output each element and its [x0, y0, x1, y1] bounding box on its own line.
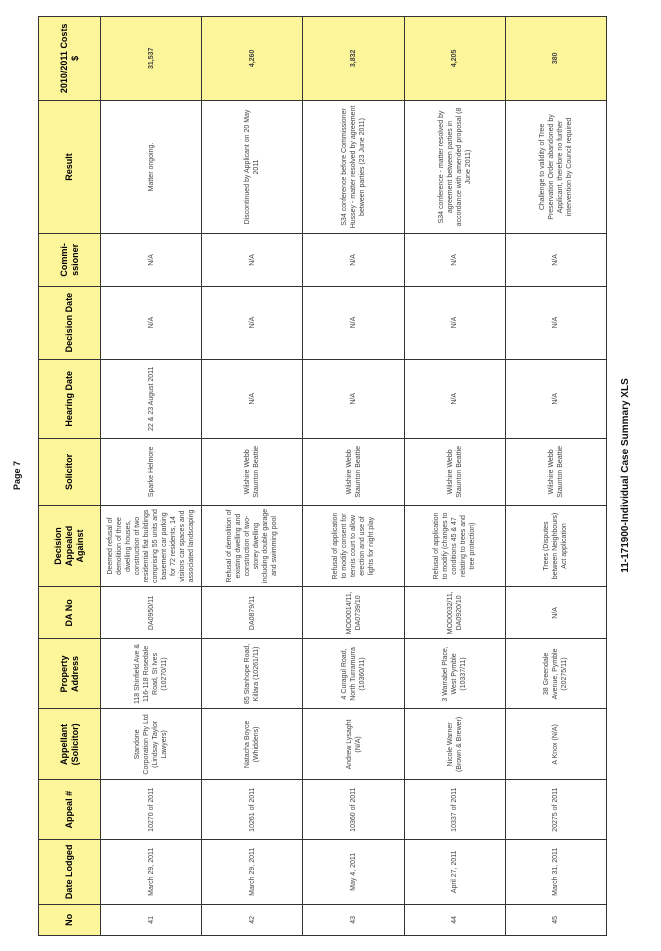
cell-property: 38 Greendale Avenue, Pymble (20275/11): [505, 639, 606, 709]
header-date-lodged: Date Lodged: [39, 839, 101, 904]
case-summary-table: [38, 16, 607, 936]
cell-result: Challenge to validity of Tree Preservation Order abandoned by Applicant, therefore no further intervention by Council required: [505, 100, 606, 234]
cell-decision-appealed: Refusal of demolition of existing dwelling and construction of two-storey dwelling including double garage and swimming pool: [202, 505, 303, 586]
cell-da-no: DA0879/11: [202, 587, 303, 639]
cell-appeal-no: 10337 of 2011: [404, 780, 505, 840]
cell-decision-date: N/A: [303, 286, 404, 359]
cell-result: Discontinued by Applicant on 20 May 2011: [202, 100, 303, 234]
cell-appellant: Nicole Warner (Brown & Brewer): [404, 709, 505, 780]
cell-property: 85 Stanhope Road, Killara (10261/11): [202, 639, 303, 709]
cell-appellant: Andrew Lysaght (N/A): [303, 709, 404, 780]
page-number: Page 7: [12, 460, 22, 491]
cell-hearing-date: N/A: [404, 359, 505, 438]
cell-solicitor: Wilshire Webb Staunton Beattie: [202, 438, 303, 505]
cell-no: 44: [404, 904, 505, 935]
header-solicitor: Solicitor: [39, 438, 101, 505]
table-row: [101, 17, 202, 936]
cell-solicitor: Sparke Helmore: [101, 438, 202, 505]
cell-costs: 380: [505, 17, 606, 101]
cell-costs: 3,832: [303, 17, 404, 101]
cell-result: S34 conference before Commissioner Hussey - matter resolved by agreement between parties (23 June 2011): [303, 100, 404, 234]
header-result: Result: [39, 100, 101, 234]
cell-solicitor: Wilshire Webb Staunton Beattie: [505, 438, 606, 505]
cell-appellant: Natacha Boyce (Whiddens): [202, 709, 303, 780]
cell-da-no: N/A: [505, 587, 606, 639]
table-row: [404, 17, 505, 936]
cell-date-lodged: May 4, 2011: [303, 839, 404, 904]
cell-date-lodged: March 29, 2011: [101, 839, 202, 904]
cell-property: 118 Shinfield Ave & 116-118 Rosedale Road, St Ives (10270/11): [101, 639, 202, 709]
cell-date-lodged: March 29, 2011: [202, 839, 303, 904]
cell-decision-appealed: Refusal of application to modify consent for tennis court to allow erection and use of lights for night play: [303, 505, 404, 586]
cell-property: 3 Warrabel Place, West Pymble (10337/11): [404, 639, 505, 709]
cell-no: 42: [202, 904, 303, 935]
cell-result: S34 conference - matter resolved by agreement between parties in accordance with amended proposal (8 June 2011): [404, 100, 505, 234]
cell-appeal-no: 20275 of 2011: [505, 780, 606, 840]
header-appeal-no: Appeal #: [39, 780, 101, 840]
table-row: [303, 17, 404, 936]
cell-decision-date: N/A: [202, 286, 303, 359]
cell-commissioner: N/A: [101, 234, 202, 286]
header-costs: 2010/2011 Costs $: [39, 17, 101, 101]
table-header-row: [39, 17, 101, 936]
cell-commissioner: N/A: [303, 234, 404, 286]
cell-solicitor: Wilshire Webb Staunton Beattie: [404, 438, 505, 505]
cell-result: Matter ongoing.: [101, 100, 202, 234]
cell-commissioner: N/A: [404, 234, 505, 286]
cell-da-no: MOD0032/11, DA0920/10: [404, 587, 505, 639]
cell-da-no: MOD0014/11, DA0739/10: [303, 587, 404, 639]
table-row: [505, 17, 606, 936]
cell-decision-date: N/A: [101, 286, 202, 359]
cell-date-lodged: April 27, 2011: [404, 839, 505, 904]
cell-appeal-no: 10360 of 2011: [303, 780, 404, 840]
cell-no: 43: [303, 904, 404, 935]
cell-no: 41: [101, 904, 202, 935]
cell-solicitor: Wilshire Webb Staunton Beattie: [303, 438, 404, 505]
cell-appeal-no: 10270 of 2011: [101, 780, 202, 840]
table-row: [202, 17, 303, 936]
header-no: No: [39, 904, 101, 935]
cell-appellant: A Knox (N/A): [505, 709, 606, 780]
cell-costs: 4,260: [202, 17, 303, 101]
cell-commissioner: N/A: [202, 234, 303, 286]
cell-appellant: Standone Corporation Pty Ltd (Lindsay Taylor Lawyers): [101, 709, 202, 780]
cell-property: 4 Curagul Road, North Turramurra (10360/11): [303, 639, 404, 709]
cell-decision-appealed: Trees (Disputes between Neighbours) Act application: [505, 505, 606, 586]
header-decision-date: Decision Date: [39, 286, 101, 359]
cell-costs: 31,537: [101, 17, 202, 101]
cell-hearing-date: 22 & 23 August 2011: [101, 359, 202, 438]
cell-no: 45: [505, 904, 606, 935]
cell-decision-date: N/A: [505, 286, 606, 359]
cell-decision-appealed: Deemed refusal of demolition of three dwelling houses, construction of two residential flat buildings comprising 55 units and basement car parking for 72 residents, 14 visitors car spaces and associated landscaping: [101, 505, 202, 586]
cell-decision-date: N/A: [404, 286, 505, 359]
header-property: Property Address: [39, 639, 101, 709]
cell-date-lodged: March 31, 2011: [505, 839, 606, 904]
document-title: 11-171900-Individual Case Summary XLS: [620, 378, 631, 573]
cell-decision-appealed: Refusal of application to modify (changes to conditions 45 & 47 relating to trees and tree protection): [404, 505, 505, 586]
cell-hearing-date: N/A: [505, 359, 606, 438]
cell-hearing-date: N/A: [303, 359, 404, 438]
cell-hearing-date: N/A: [202, 359, 303, 438]
header-decision-appealed: Decision Appealed Against: [39, 505, 101, 586]
header-da-no: DA No: [39, 587, 101, 639]
cell-da-no: DA0950/11: [101, 587, 202, 639]
cell-costs: 4,205: [404, 17, 505, 101]
cell-commissioner: N/A: [505, 234, 606, 286]
cell-appeal-no: 10261 of 2011: [202, 780, 303, 840]
header-hearing-date: Hearing Date: [39, 359, 101, 438]
header-commissioner: Commi-ssioner: [39, 234, 101, 286]
header-appellant: Appellant (Solicitor): [39, 709, 101, 780]
